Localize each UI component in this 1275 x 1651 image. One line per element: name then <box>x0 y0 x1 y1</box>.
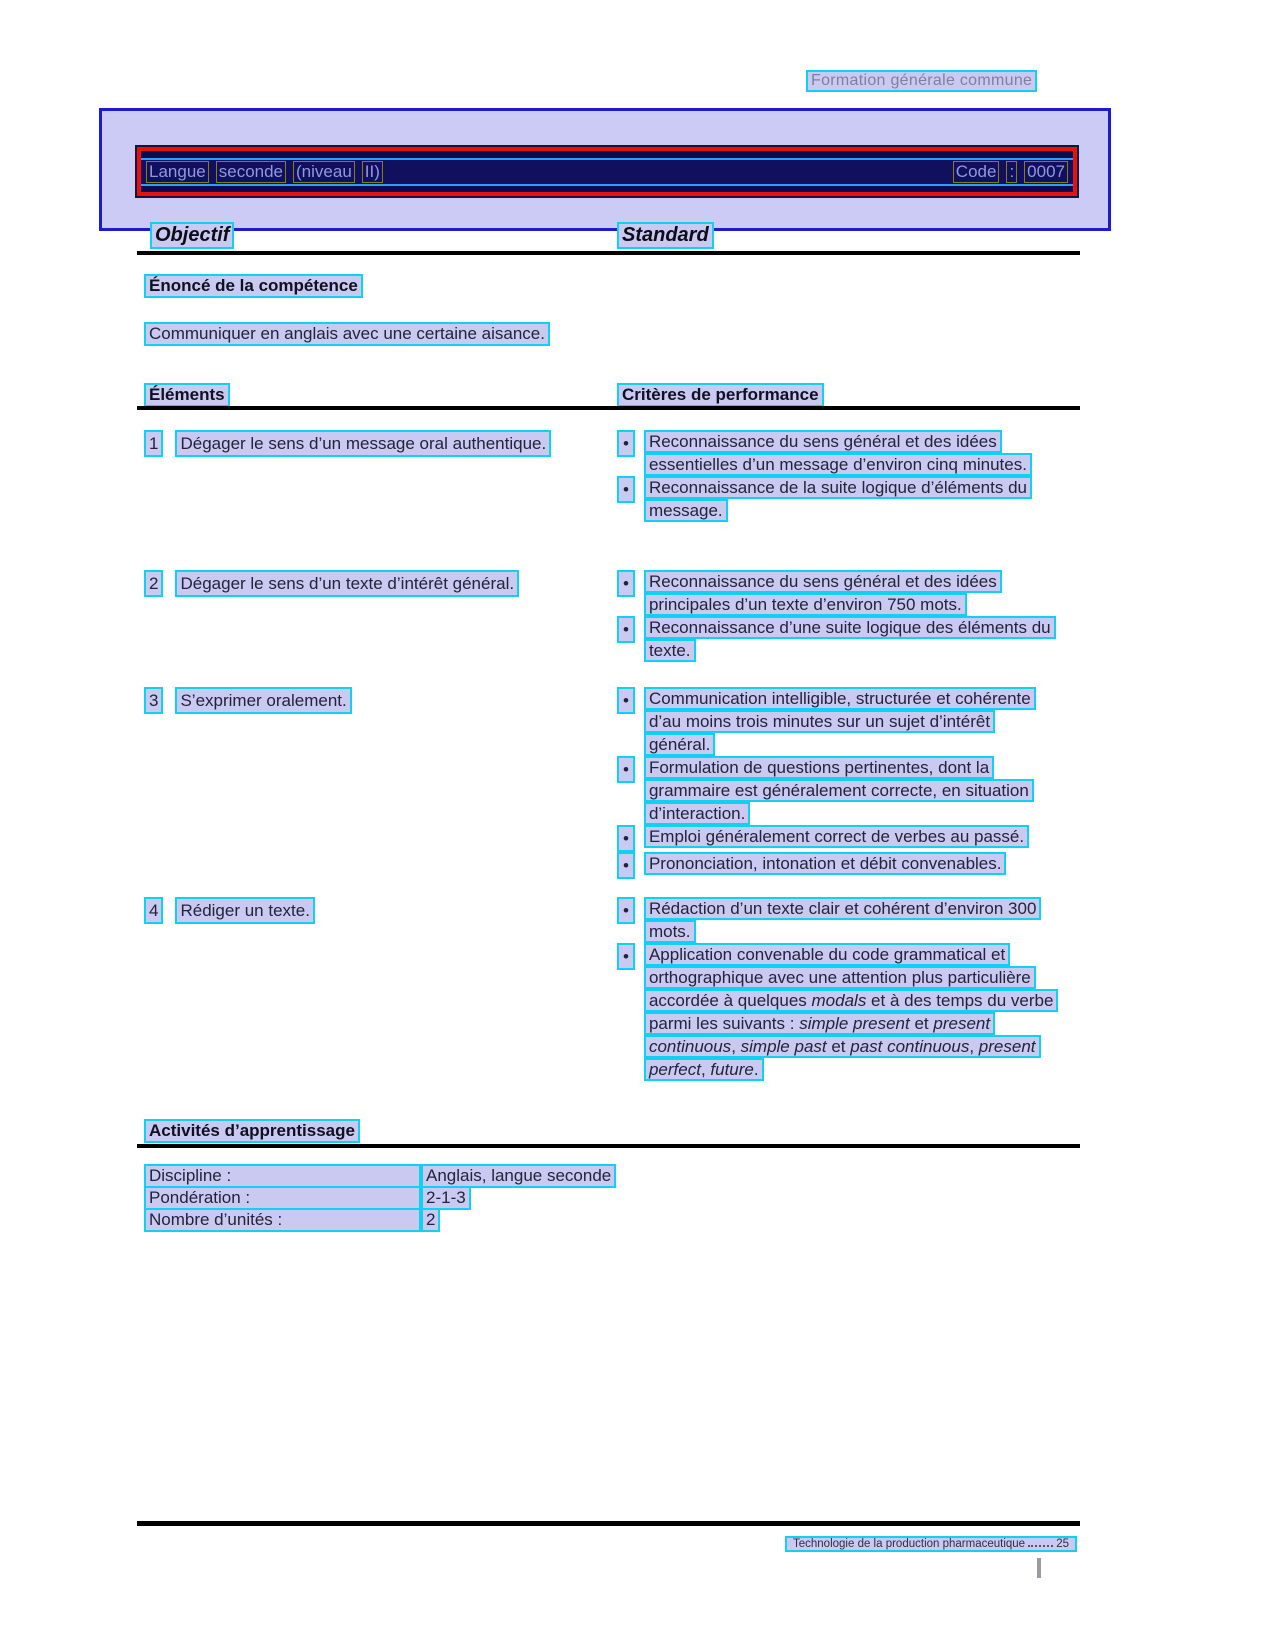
criteria-cell <box>617 570 1080 662</box>
criteria-text: Emploi généralement correct de verbes au passé. <box>644 825 1029 848</box>
element-number: 4 <box>144 897 163 924</box>
table-row <box>144 570 1080 662</box>
bullet-icon: • <box>617 570 635 597</box>
criteria-item <box>617 897 1080 943</box>
activities-row-label: Nombre d’unités : <box>144 1208 421 1232</box>
criteria-cell <box>617 430 1080 522</box>
course-code <box>953 161 1068 183</box>
criteria-cell <box>617 897 1080 1081</box>
element-number: 3 <box>144 687 163 714</box>
banner-word: (niveau <box>293 161 355 183</box>
criteria-text: Prononciation, intonation et débit convenables. <box>644 852 1007 875</box>
criteria-item <box>617 943 1080 1081</box>
criteria-item <box>617 852 1080 879</box>
banner-text-strip <box>141 158 1073 186</box>
criteria-text: Application convenable du code grammatical et orthographique avec une attention plus particulière accordée à quelques modals et à des temps du verbe parmi les suivants : simple present et present continuous, simple past et past continuous, present perfect, future. <box>644 943 1058 1081</box>
criteria-item <box>617 825 1080 852</box>
bullet-icon: • <box>617 687 635 714</box>
course-title <box>146 161 383 183</box>
bullet-icon: • <box>617 756 635 783</box>
divider-rule <box>137 1144 1080 1148</box>
page-footer <box>785 1536 1077 1552</box>
footer-dotted-leader <box>1028 1538 1053 1547</box>
elements-header: Éléments <box>144 383 230 407</box>
element-label: Dégager le sens d’un message oral authentique. <box>175 430 551 457</box>
table-row <box>144 897 1080 1081</box>
banner-word: Langue <box>146 161 209 183</box>
criteria-text-wrap <box>644 616 1056 662</box>
activities-row-value: 2 <box>421 1208 440 1232</box>
competence-heading: Énoncé de la compétence <box>144 274 363 298</box>
criteria-cell <box>617 687 1080 879</box>
element-label: S’exprimer oralement. <box>175 687 351 714</box>
criteria-item <box>617 430 1080 476</box>
code-word: Code <box>953 161 1000 183</box>
page-number: 25 <box>1056 1538 1069 1550</box>
criteria-text-wrap <box>644 825 1056 848</box>
element-label: Dégager le sens d’un texte d’intérêt général. <box>175 570 519 597</box>
criteria-text-wrap <box>644 943 1056 1081</box>
criteria-item <box>617 476 1080 522</box>
footer-rule <box>137 1521 1080 1526</box>
activities-row-label: Discipline : <box>144 1164 421 1188</box>
bullet-icon: • <box>617 825 635 852</box>
criteria-text-wrap <box>644 852 1056 875</box>
code-word: : <box>1006 161 1017 183</box>
criteria-text: Reconnaissance d’une suite logique des éléments du texte. <box>644 616 1056 662</box>
activities-table <box>144 1164 844 1230</box>
criteria-text-wrap <box>644 687 1056 756</box>
footer-text: Technologie de la production pharmaceutique <box>793 1538 1026 1550</box>
bullet-icon: • <box>617 616 635 643</box>
bullet-icon: • <box>617 430 635 457</box>
element-label: Rédiger un texte. <box>175 897 314 924</box>
criteria-text: Rédaction d’un texte clair et cohérent d’environ 300 mots. <box>644 897 1041 943</box>
criteres-header: Critères de performance <box>617 383 824 407</box>
element-cell <box>144 897 617 1081</box>
activities-row <box>144 1186 844 1208</box>
activities-row <box>144 1208 844 1230</box>
bullet-icon: • <box>617 897 635 924</box>
criteria-item <box>617 570 1080 616</box>
criteria-text: Reconnaissance du sens général et des idées principales d’un texte d’environ 750 mots. <box>644 570 1002 616</box>
objectif-header: Objectif <box>150 222 234 249</box>
bullet-icon: • <box>617 943 635 970</box>
criteria-text-wrap <box>644 476 1056 522</box>
element-cell <box>144 570 617 662</box>
banner-word: II) <box>362 161 383 183</box>
element-number: 2 <box>144 570 163 597</box>
banner-word: seconde <box>216 161 286 183</box>
activities-row-label: Pondération : <box>144 1186 421 1210</box>
activities-row-value: 2-1-3 <box>421 1186 471 1210</box>
divider-rule <box>137 406 1080 410</box>
text-cursor-mark <box>1037 1558 1041 1578</box>
criteria-text-wrap <box>644 897 1056 943</box>
bullet-icon: • <box>617 476 635 503</box>
element-cell <box>144 430 617 522</box>
standard-header: Standard <box>617 222 714 249</box>
competence-statement: Communiquer en anglais avec une certaine aisance. <box>144 322 550 346</box>
criteria-text-wrap <box>644 756 1056 825</box>
bullet-icon: • <box>617 852 635 879</box>
table-row <box>144 687 1080 879</box>
activities-row-value: Anglais, langue seconde <box>421 1164 616 1188</box>
criteria-text: Formulation de questions pertinentes, dont la grammaire est généralement correcte, en situation d’interaction. <box>644 756 1034 825</box>
code-word: 0007 <box>1024 161 1068 183</box>
activities-heading: Activités d’apprentissage <box>144 1119 360 1143</box>
course-title-banner <box>137 147 1077 196</box>
criteria-item <box>617 687 1080 756</box>
criteria-item <box>617 756 1080 825</box>
table-row <box>144 430 1080 522</box>
criteria-text: Communication intelligible, structurée et cohérente d’au moins trois minutes sur un sujet d’intérêt général. <box>644 687 1036 756</box>
criteria-text-wrap <box>644 430 1056 476</box>
element-cell <box>144 687 617 879</box>
criteria-text-wrap <box>644 570 1056 616</box>
element-number: 1 <box>144 430 163 457</box>
activities-row <box>144 1164 844 1186</box>
criteria-text: Reconnaissance du sens général et des idées essentielles d’un message d’environ cinq minutes. <box>644 430 1032 476</box>
criteria-item <box>617 616 1080 662</box>
divider-rule <box>137 251 1080 255</box>
criteria-text: Reconnaissance de la suite logique d’éléments du message. <box>644 476 1032 522</box>
header-label: Formation générale commune <box>806 70 1037 92</box>
column-headers <box>137 222 1080 250</box>
